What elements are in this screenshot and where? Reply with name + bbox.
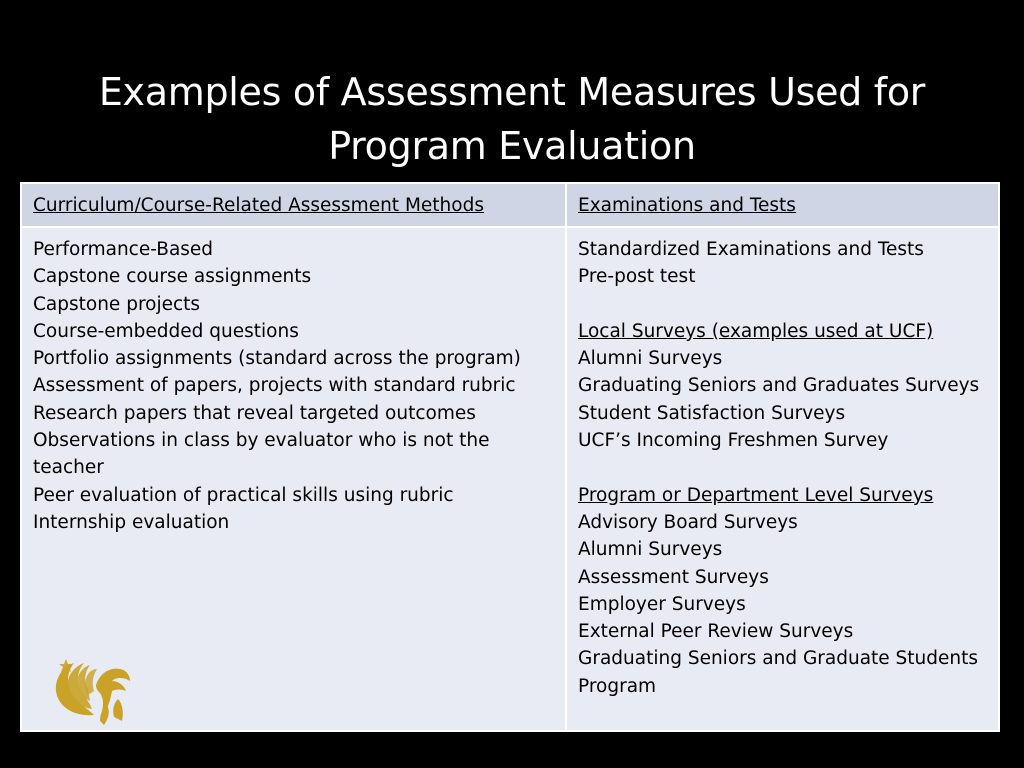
list-item: Capstone course assignments	[33, 266, 312, 288]
list-item: Capstone projects	[33, 293, 201, 315]
header-curriculum-label: Curriculum/Course-Related Assessment Methods	[33, 195, 484, 216]
list-item: Course-embedded questions	[33, 320, 299, 342]
list-item: UCF’s Incoming Freshmen Survey	[578, 430, 889, 452]
list-item: Portfolio assignments (standard across the program)	[33, 348, 521, 370]
list-item: Pre-post test	[578, 266, 696, 288]
spacer	[578, 291, 988, 318]
list-item: Assessment of papers, projects with standard rubric	[33, 375, 516, 397]
list-item: External Peer Review Surveys	[578, 621, 854, 643]
table-header-row	[21, 183, 999, 227]
list-item: Assessment Surveys	[578, 566, 769, 588]
list-item: Alumni Surveys	[578, 539, 723, 561]
header-cell-exams	[566, 183, 999, 227]
slide-title	[60, 65, 964, 173]
list-item: Performance-Based	[33, 239, 214, 260]
ucf-pegasus-logo-icon	[52, 655, 136, 730]
list-item: Student Satisfaction Surveys	[578, 402, 846, 424]
header-cell-curriculum	[21, 183, 566, 227]
header-exams-label: Examinations and Tests	[578, 195, 796, 216]
list-item: Advisory Board Surveys	[578, 511, 798, 533]
assessment-measures-table	[20, 182, 1000, 732]
spacer	[578, 454, 988, 481]
list-item: Graduating Seniors and Graduate Students Program	[578, 648, 979, 697]
slide-title-line-1: Examples of Assessment Measures Used for	[98, 70, 926, 115]
program-surveys-heading: Program or Department Level Surveys	[578, 484, 934, 506]
table-body-row	[21, 227, 999, 731]
local-surveys-heading: Local Surveys (examples used at UCF)	[578, 320, 934, 342]
list-item: Employer Surveys	[578, 593, 746, 615]
list-item: Research papers that reveal targeted outcomes	[33, 402, 476, 424]
list-item: Internship evaluation	[33, 511, 230, 533]
list-item: Alumni Surveys	[578, 348, 723, 370]
list-item: Peer evaluation of practical skills using rubric	[33, 484, 454, 506]
exams-and-surveys-cell	[566, 227, 999, 731]
slide-title-line-2: Program Evaluation	[328, 124, 696, 169]
list-item: Standardized Examinations and Tests	[578, 239, 924, 260]
list-item: Graduating Seniors and Graduates Surveys	[578, 375, 980, 397]
list-item: Observations in class by evaluator who is not the teacher	[33, 430, 490, 479]
